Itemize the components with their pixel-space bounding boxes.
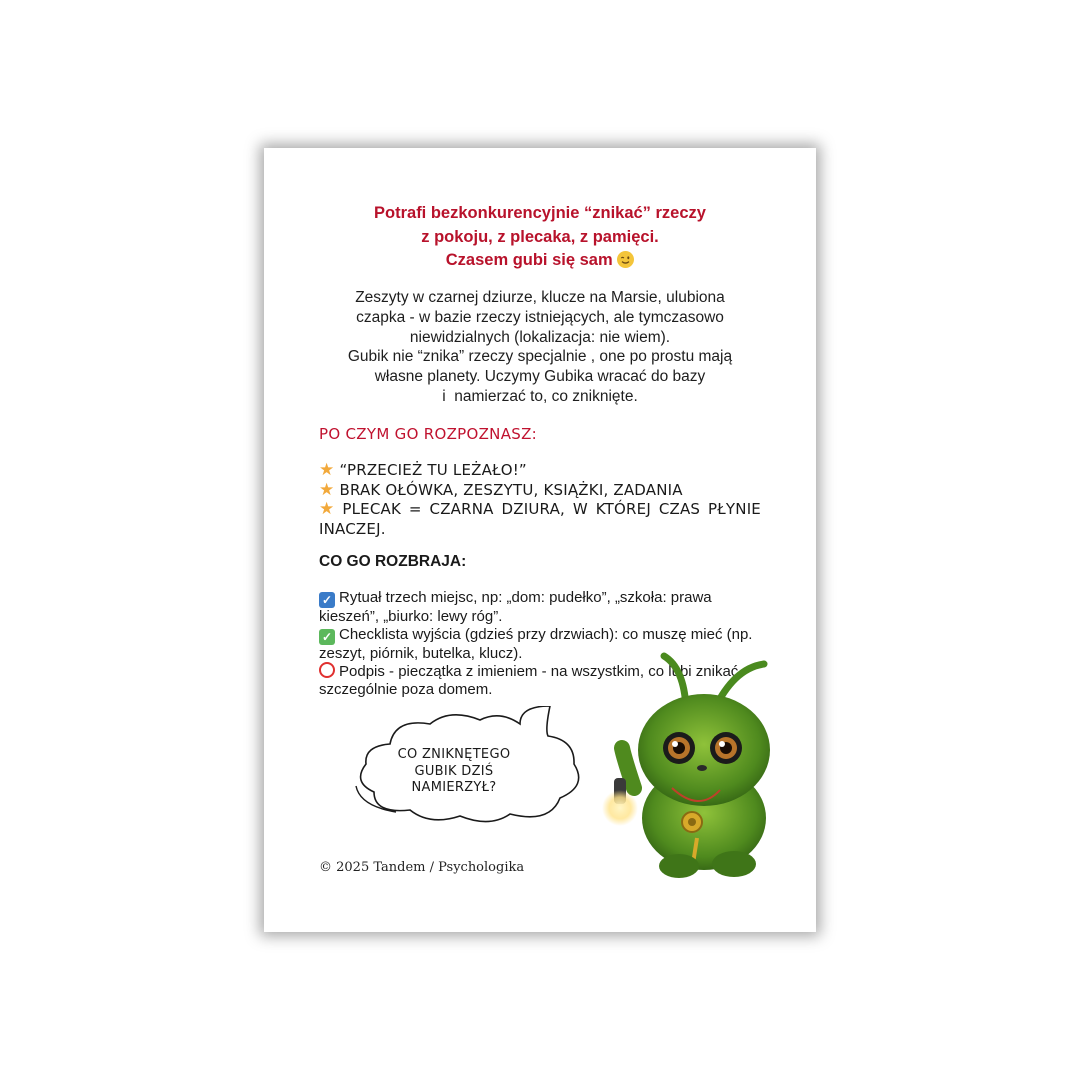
recognize-heading: PO CZYM GO ROZPOZNASZ: — [319, 425, 538, 443]
card-title — [264, 202, 816, 273]
tip-text: Podpis - pieczątka z imieniem - na wszystkim, co lubi znikać, szczególnie poza domem. — [319, 663, 743, 698]
intro-line: niewidzialnych (lokalizacja: nie wiem). — [409, 328, 671, 346]
feature-text: BRAK OŁÓWKA, ZESZYTU, KSIĄŻKI, ZADANIA — [339, 480, 683, 499]
feature-text: “PRZECIEŻ TU LEŻAŁO!” — [339, 461, 527, 479]
intro-line: i namierzać to, co zniknięte. — [442, 387, 638, 405]
intro-line: czapka - w bazie rzeczy istniejących, ale tymczasowo — [356, 308, 724, 326]
intro-paragraph — [294, 288, 786, 407]
feature-text: PLECAK = CZARNA DZIURA, W KTÓREJ CZAS PŁYNIE INACZEJ. — [319, 500, 761, 538]
disarm-heading: CO GO ROZBRAJA: — [319, 553, 467, 570]
bubble-line: CO ZNIKNĘTEGO — [397, 747, 511, 762]
winking-face-icon — [617, 251, 634, 268]
checkbox-blue-icon: ✓ — [319, 592, 335, 608]
features-list — [319, 461, 761, 539]
feature-item — [319, 500, 761, 539]
title-line — [264, 249, 816, 273]
bubble-text — [374, 747, 534, 797]
tip-text: Checklista wyjścia (gdzieś przy drzwiach): co muszę mieć (np. zeszyt, piórnik, butelka, klucz). — [319, 625, 753, 662]
star-icon: ★ — [319, 460, 335, 480]
copyright-text: © 2025 Tandem / Psychologika — [319, 860, 525, 875]
feature-item — [319, 461, 761, 481]
star-icon: ★ — [319, 499, 338, 519]
intro-line: własne planety. Uczymy Gubika wracać do bazy — [374, 368, 706, 386]
checkmark-green-icon: ✓ — [319, 629, 335, 645]
gubik-creature-illustration — [594, 638, 784, 883]
star-icon: ★ — [319, 479, 335, 500]
title-line-text: Czasem gubi się sam — [445, 251, 613, 269]
bubble-line: NAMIERZYŁ? — [411, 780, 497, 795]
feature-item — [319, 481, 761, 501]
tip-item — [319, 589, 759, 626]
red-circle-icon — [319, 662, 335, 678]
intro-line: Gubik nie “znika” rzeczy specjalnie , one po prostu mają — [347, 348, 733, 366]
bubble-line: GUBIK DZIŚ — [414, 763, 494, 779]
tip-text: Rytuał trzech miejsc, np: „dom: pudełko”, „szkoła: prawa kieszeń”, „biurko: lewy róg”. — [319, 589, 712, 625]
title-line: z pokoju, z plecaka, z pamięci. — [421, 227, 659, 246]
worksheet-card — [264, 148, 816, 932]
intro-line: Zeszyty w czarnej dziurze, klucze na Marsie, ulubiona — [355, 289, 725, 306]
title-line: Potrafi bezkonkurencyjnie “znikać” rzeczy — [374, 204, 706, 222]
